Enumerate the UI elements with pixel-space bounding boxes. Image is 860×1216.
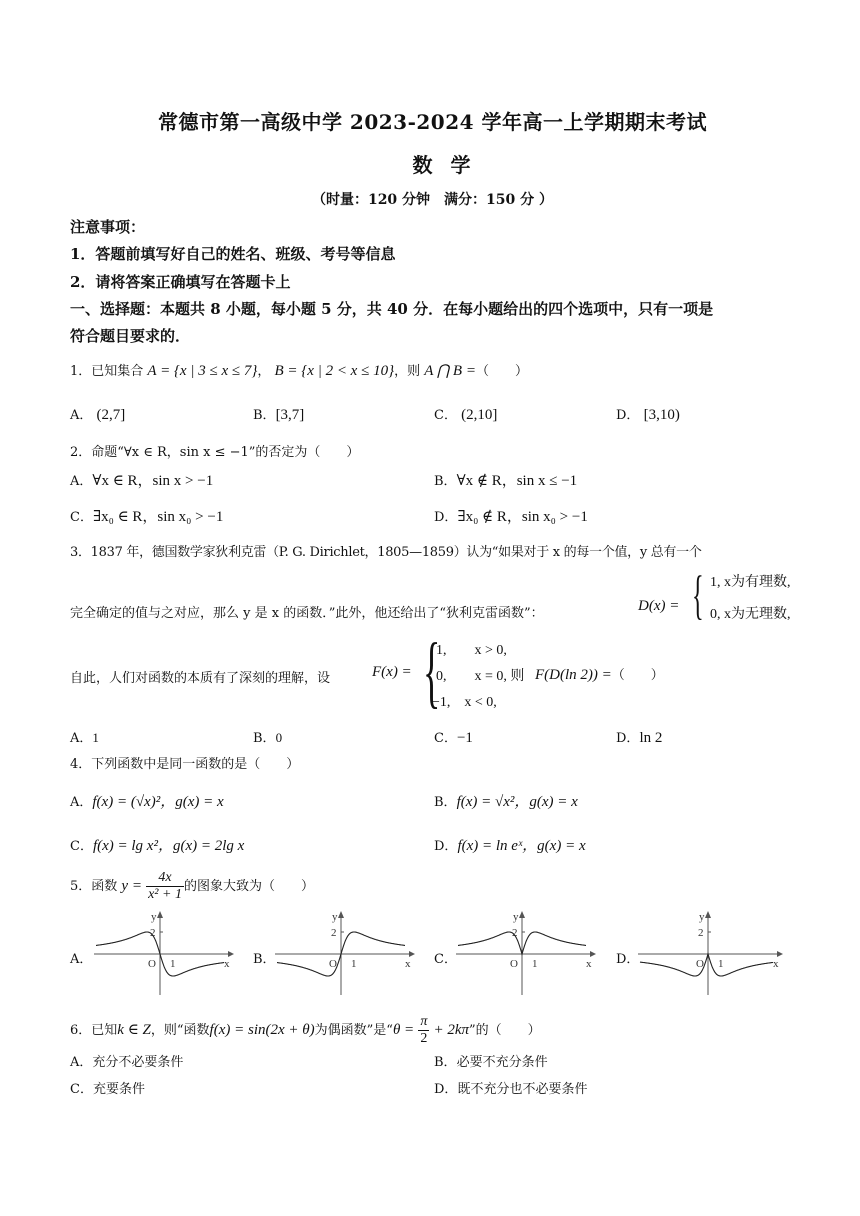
q5-option-c-label[interactable]: C． (434, 952, 457, 967)
option-label: A． (70, 1055, 93, 1070)
dirichlet-case-1: 1, x为有理数, (710, 575, 791, 590)
option-value: ∃x₀ ∈ R，sin x₀ > −1 (92, 509, 224, 525)
q6-mid1: ，则“函数 (150, 1023, 210, 1038)
q5-option-b-label[interactable]: B． (253, 952, 276, 967)
option-label: C． (70, 1082, 93, 1097)
option-label: A． (70, 731, 93, 746)
option-label: B． (253, 731, 276, 746)
subject-title: 数学 (412, 153, 489, 177)
curve-d (640, 954, 773, 976)
x-axis-arrow (409, 951, 415, 957)
option-value: f(x) = (√x)²，g(x) = x (92, 794, 224, 810)
option-value: f(x) = ln eˣ，g(x) = x (457, 838, 586, 854)
q5-y: y = (121, 878, 142, 894)
option-label: D． (434, 839, 458, 854)
option-label: A． (70, 795, 93, 810)
q3-option-a[interactable] (70, 727, 99, 746)
q6-tail: + 2kπ (433, 1022, 470, 1038)
question-5 (70, 870, 314, 903)
q5-graph-c[interactable] (456, 910, 596, 995)
option-value: ln 2 (639, 730, 663, 746)
q1-option-b[interactable] (253, 404, 304, 424)
note-item: 1．答题前填写好自己的姓名、班级、考号等信息 (70, 245, 396, 263)
q6-option-c[interactable] (70, 1078, 145, 1097)
option-value: ∀x ∉ R，sin x ≤ −1 (456, 473, 578, 489)
option-value: f(x) = lg x²，g(x) = 2lg x (92, 838, 245, 854)
origin-label: O (329, 958, 337, 970)
option-value: [3,10) (643, 407, 680, 423)
q3-paren: （ ） (611, 668, 664, 683)
q1-prefix: 1．已知集合 (70, 364, 144, 379)
option-label: B． (434, 795, 457, 810)
q1-option-a[interactable] (70, 404, 125, 424)
q6-fraction (418, 1014, 429, 1047)
y-label: y (699, 911, 705, 923)
q6-pi: π (420, 1014, 428, 1029)
option-value: 必要不充分条件 (456, 1055, 548, 1070)
y-label: y (151, 911, 157, 923)
x-label: x (224, 958, 230, 970)
q6-option-d[interactable] (434, 1078, 587, 1097)
option-value: 0 (275, 730, 283, 745)
q5-fraction (146, 870, 184, 903)
q5-option-d-label[interactable]: D． (616, 952, 640, 967)
q5-graph-a[interactable] (94, 910, 234, 995)
option-value: (2,7] (96, 407, 126, 423)
q5-suffix: 的图象大致为（ ） (183, 879, 314, 894)
option-label: C． (434, 731, 457, 746)
tick-two-label: 2 (698, 927, 704, 939)
q6-suffix: ”的（ ） (469, 1023, 541, 1038)
x-label: x (586, 958, 592, 970)
q3-ask-expr: F(D(ln 2)) = (535, 667, 612, 683)
q6-mid2: 为偶函数”是“ (314, 1023, 393, 1038)
y-axis-arrow (157, 911, 163, 918)
question-6 (70, 1014, 541, 1047)
q1-mid: ，则 (394, 364, 421, 379)
option-value: ∃x₀ ∉ R，sin x₀ > −1 (457, 509, 588, 525)
q6-option-a[interactable] (70, 1051, 183, 1070)
q6-option-b[interactable] (434, 1051, 548, 1070)
option-value: [3,7] (275, 407, 305, 423)
q2-option-b[interactable] (434, 469, 577, 490)
section-heading-cont: 符合题目要求的． (70, 327, 191, 345)
f-brace: { (423, 628, 441, 716)
note-item: 2．请将答案正确填写在答题卡上 (70, 273, 291, 291)
dirichlet-lhs: D(x) = (638, 598, 680, 614)
y-axis-arrow (705, 911, 711, 918)
q4-option-d[interactable] (434, 834, 586, 855)
time-info: （时量：120 分钟 满分：150 分 ） (311, 192, 554, 208)
option-value: ∀x ∈ R，sin x > −1 (92, 473, 214, 489)
f-lhs: F(x) = (372, 664, 412, 680)
q1-set-b: B = {x | 2 < x ≤ 10} (274, 363, 395, 379)
x-label: x (405, 958, 411, 970)
question-3-line3: 自此，人们对函数的本质有了深刻的理解，设 (70, 671, 331, 686)
option-label: D． (616, 731, 640, 746)
tick-two-label: 2 (150, 927, 156, 939)
q2-option-c[interactable] (70, 505, 223, 526)
option-label: A． (70, 408, 93, 423)
tick-two-label: 2 (331, 927, 337, 939)
q5-den: x² + 1 (148, 887, 182, 902)
y-axis-arrow (338, 911, 344, 918)
q3-ask (535, 664, 664, 684)
q3-option-d[interactable] (616, 727, 662, 747)
option-label: C． (70, 510, 93, 525)
q6-cond: k ∈ Z (117, 1022, 151, 1038)
y-axis-arrow (519, 911, 525, 918)
q6-theta: θ = (392, 1022, 415, 1038)
q5-graph-b[interactable] (275, 910, 415, 995)
tick-one-label: 1 (170, 958, 176, 970)
option-label: B． (434, 474, 457, 489)
q4-option-a[interactable] (70, 790, 224, 811)
question-3-line1: 3．1837 年，德国数学家狄利克雷（P. G. Dirichlet，1805—1859）认为“如果对于 x 的每一个值，y 总有一个 (70, 545, 702, 560)
option-label: D． (616, 408, 640, 423)
option-value: 既不充分也不必要条件 (457, 1082, 588, 1097)
option-value: f(x) = √x²，g(x) = x (456, 794, 578, 810)
origin-label: O (510, 958, 518, 970)
notes-heading: 注意事项： (70, 218, 146, 236)
q3-option-c[interactable] (434, 727, 473, 747)
option-label: D． (434, 510, 458, 525)
q6-two: 2 (420, 1031, 428, 1046)
x-axis-arrow (228, 951, 234, 957)
question-1 (70, 360, 528, 380)
q1-expr: A ⋂ B = (424, 363, 476, 379)
question-3-line2: 完全确定的值与之对应，那么 y 是 x 的函数．”此外，他还给出了“狄利克雷函数”： (70, 606, 544, 621)
x-axis-arrow (777, 951, 783, 957)
q1-sep: ， (257, 364, 271, 379)
option-label: C． (70, 839, 93, 854)
q4-option-b[interactable] (434, 790, 578, 811)
q1-paren: （ ） (475, 364, 528, 379)
q3-option-b[interactable] (253, 727, 282, 746)
q2-option-a[interactable] (70, 469, 213, 490)
x-axis-arrow (590, 951, 596, 957)
tick-one-label: 1 (532, 958, 538, 970)
f-case-1: 1, x > 0, (436, 643, 507, 658)
question-2: 2．命题“∀x ∈ R，sin x ≤ −1”的否定为（ ） (70, 445, 360, 460)
q1-option-d[interactable] (616, 404, 680, 424)
option-value: −1 (456, 730, 473, 746)
f-case-2: 0, x = 0, 则 (436, 669, 525, 684)
option-value: 充要条件 (92, 1082, 145, 1097)
tick-one-label: 1 (351, 958, 357, 970)
option-label: B． (434, 1055, 457, 1070)
option-value: (2,10] (461, 407, 498, 423)
exam-title: 常德市第一高级中学 2023-2024 学年高一上学期期末考试 (157, 110, 708, 134)
origin-label: O (148, 958, 156, 970)
f-case-3: −1, x < 0, (432, 695, 497, 710)
option-label: A． (70, 474, 93, 489)
x-label: x (773, 958, 779, 970)
dirichlet-case-2: 0, x为无理数, (710, 607, 791, 622)
option-value: 充分不必要条件 (92, 1055, 184, 1070)
q5-prefix: 5．函数 (70, 879, 118, 894)
q6-func: f(x) = sin(2x + θ) (209, 1022, 315, 1038)
q4-option-c[interactable] (70, 834, 244, 855)
option-value: 1 (92, 730, 99, 745)
option-label: B． (253, 408, 276, 423)
origin-label: O (696, 958, 704, 970)
q1-set-a: A = {x | 3 ≤ x ≤ 7} (147, 363, 258, 379)
q2-option-d[interactable] (434, 505, 588, 526)
q6-prefix: 6．已知 (70, 1023, 118, 1038)
q1-option-c[interactable] (434, 404, 497, 424)
y-label: y (332, 911, 338, 923)
option-label: D． (434, 1082, 458, 1097)
tick-one-label: 1 (718, 958, 724, 970)
question-4: 4．下列函数中是同一函数的是（ ） (70, 757, 300, 772)
q5-graph-d[interactable] (638, 910, 783, 995)
tick-two-label: 2 (512, 927, 518, 939)
q5-option-a-label[interactable]: A． (70, 952, 93, 967)
dirichlet-brace: { (692, 565, 704, 625)
section-heading: 一、选择题：本题共 8 小题，每小题 5 分，共 40 分．在每小题给出的四个选项中，只有一项是 (70, 300, 714, 318)
option-label: C． (434, 408, 457, 423)
q5-num: 4x (146, 870, 184, 887)
y-label: y (513, 911, 519, 923)
